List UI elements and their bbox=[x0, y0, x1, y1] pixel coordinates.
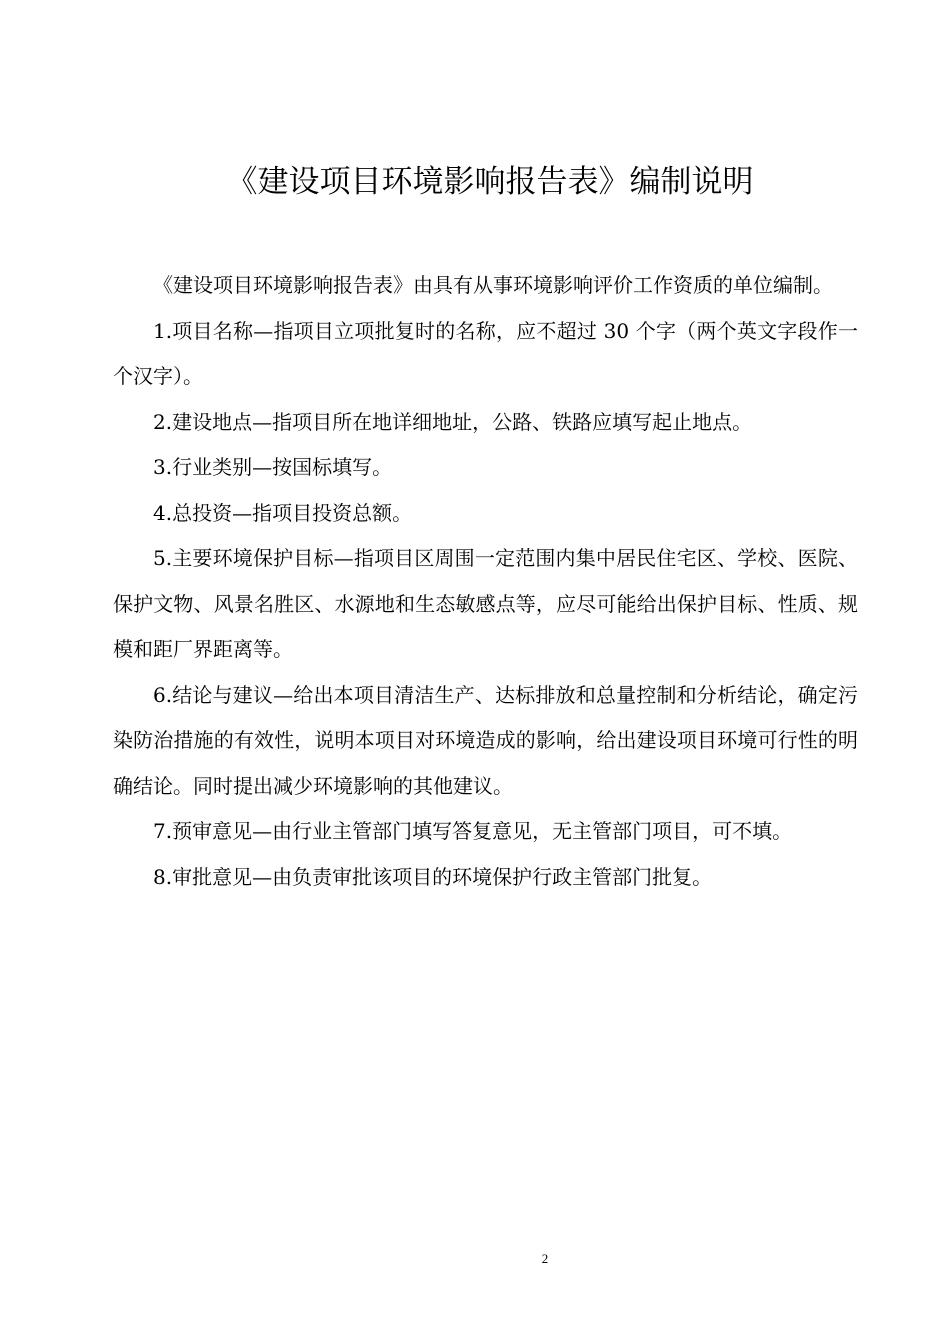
paragraph-construction-site: 2.建设地点—指项目所在地详细地址，公路、铁路应填写起止地点。 bbox=[153, 409, 753, 434]
paragraph-industry-category: 3.行业类别—按国标填写。 bbox=[153, 455, 393, 479]
paragraph-protection-targets: 5.主要环境保护目标—指项目区周围一定范围内集中居民住宅区、学校、医院、保护文物、风景名胜区、水源地和生态敏感点等，应尽可能给出保护目标、性质、规模和距厂界距离等。 bbox=[113, 546, 858, 661]
page-title: 《建设项目环境影响报告表》编制说明 bbox=[226, 164, 754, 200]
document-body bbox=[113, 263, 858, 900]
paragraph-total-investment: 4.总投资—指项目投资总额。 bbox=[153, 500, 413, 525]
paragraph-intro: 《建设项目环境影响报告表》由具有从事环境影响评价工作资质的单位编制。 bbox=[153, 273, 833, 297]
page-number: 2 bbox=[541, 1251, 549, 1266]
paragraph-project-name: 1.项目名称—指项目立项批复时的名称，应不超过 30 个字（两个英文字段作一个汉字）。 bbox=[113, 318, 858, 388]
paragraph-conclusions: 6.结论与建议—给出本项目清洁生产、达标排放和总量控制和分析结论，确定污染防治措施的有效性，说明本项目对环境造成的影响，给出建设项目环境可行性的明确结论。同时提出减少环境影响的其他建议。 bbox=[113, 682, 858, 798]
paragraph-approval-opinion: 8.审批意见—由负责审批该项目的环境保护行政主管部门批复。 bbox=[153, 864, 713, 889]
paragraph-preliminary-review: 7.预审意见—由行业主管部门填写答复意见，无主管部门项目，可不填。 bbox=[153, 819, 793, 843]
